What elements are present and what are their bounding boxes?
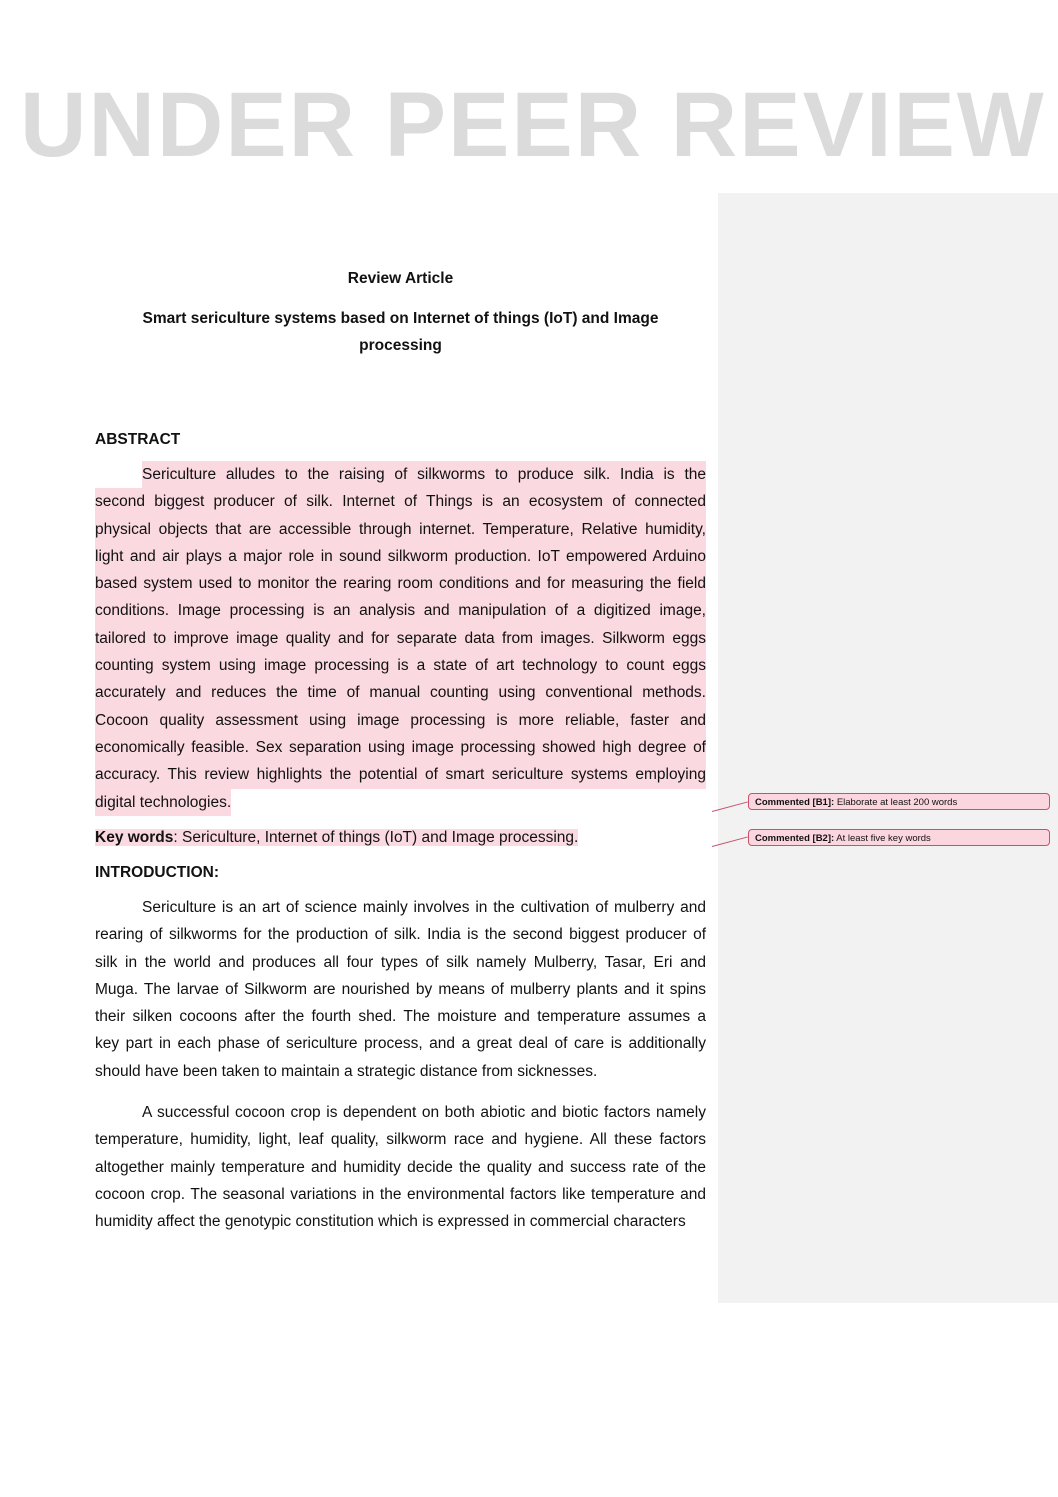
line-text: Muga. The larvae of Silkworm are nourished by means of mulberry plants and it spins: [95, 980, 706, 998]
text-line: [95, 488, 706, 515]
text-line: [95, 652, 706, 679]
text-line: [95, 679, 706, 706]
keywords-text: : Sericulture, Internet of things (IoT) and Image processing.: [173, 829, 579, 846]
line-text: conditions. Image processing is an analysis and manipulation of a digitized image,: [95, 597, 706, 624]
comment-b2[interactable]: [748, 829, 1050, 846]
keywords-line[interactable]: [95, 824, 706, 851]
line-text: Sericulture alludes to the raising of silkworms to produce silk. India is the: [142, 461, 706, 488]
line-text: counting system using image processing is a state of art technology to count eggs: [95, 652, 706, 679]
text-line: [95, 707, 706, 734]
text-line: [95, 597, 706, 624]
introduction-heading: INTRODUCTION:: [95, 864, 219, 881]
line-text: accurately and reduces the time of manual counting using conventional methods.: [95, 679, 706, 706]
title-line: processing: [359, 337, 442, 354]
text-line: [95, 894, 706, 921]
text-line: [95, 1058, 706, 1085]
comment-margin-pane: [718, 193, 1058, 1303]
text-line: [95, 734, 706, 761]
article-title: [95, 305, 706, 359]
text-line: [95, 516, 706, 543]
title-line: Smart sericulture systems based on Internet of things (IoT) and Image: [142, 310, 659, 327]
line-text: based system used to monitor the rearing room conditions and for measuring the field: [95, 570, 706, 597]
text-line: [95, 543, 706, 570]
line-text: rearing of silkworms for the production of silk. India is the second biggest producer of: [95, 926, 706, 944]
line-text: Sericulture is an art of science mainly involves in the cultivation of mulberry and: [142, 899, 706, 916]
introduction-paragraph-2: [95, 1099, 706, 1235]
line-text: humidity affect the genotypic constitution which is expressed in commercial characters: [95, 1213, 686, 1231]
line-text: economically feasible. Sex separation using image processing showed high degree of: [95, 734, 706, 761]
line-text: second biggest producer of silk. Internet of Things is an ecosystem of connected: [95, 488, 706, 515]
text-line: [95, 570, 706, 597]
text-line: [95, 921, 706, 948]
text-line: [95, 461, 706, 488]
comment-label: Commented [B2]:: [755, 833, 835, 844]
comment-text: Elaborate at least 200 words: [836, 797, 958, 808]
text-line: [95, 1181, 706, 1208]
text-line: [95, 1154, 706, 1181]
comment-b1[interactable]: [748, 793, 1050, 810]
line-text: key part in each phase of sericulture process, and a great deal of care is additionally: [95, 1035, 706, 1053]
text-line: [95, 1099, 706, 1126]
text-line: [95, 789, 706, 816]
text-line: [95, 625, 706, 652]
keywords-label: Key words: [95, 829, 174, 846]
line-text: silk in the world and produces all four types of silk namely Mulberry, Tasar, Eri and: [95, 953, 706, 971]
line-text: should have been taken to maintain a strategic distance from sicknesses.: [95, 1062, 598, 1080]
line-text: A successful cocoon crop is dependent on both abiotic and biotic factors namely: [142, 1104, 706, 1121]
line-text: their silken cocoons after the fourth shed. The moisture and temperature assumes a: [95, 1008, 706, 1026]
line-text: physical objects that are accessible through internet. Temperature, Relative humidity,: [95, 516, 706, 543]
text-line: [95, 1208, 706, 1235]
line-text: tailored to improve image quality and for separate data from images. Silkworm eggs: [95, 625, 706, 652]
line-text: cocoon crop. The seasonal variations in the environmental factors like temperature and: [95, 1185, 706, 1203]
article-type: Review Article: [347, 270, 454, 287]
comment-text: At least five key words: [836, 833, 931, 844]
text-line: [95, 761, 706, 788]
line-text: digital technologies.: [95, 789, 231, 816]
comment-label: Commented [B1]:: [755, 797, 835, 808]
line-text: light and air plays a major role in sound silkworm production. IoT empowered Arduino: [95, 543, 706, 570]
abstract-heading: ABSTRACT: [95, 431, 181, 448]
under-peer-review-watermark: UNDER PEER REVIEW: [20, 74, 1046, 176]
line-text: Cocoon quality assessment using image processing is more reliable, faster and: [95, 707, 706, 734]
text-line: [95, 1030, 706, 1057]
abstract-body[interactable]: [95, 461, 706, 816]
text-line: [95, 1003, 706, 1030]
line-text: temperature, humidity, light, leaf quality, silkworm race and hygiene. All these factors: [95, 1131, 706, 1149]
line-text: accuracy. This review highlights the potential of smart sericulture systems employing: [95, 761, 706, 788]
text-line: [95, 1126, 706, 1153]
introduction-paragraph-1: [95, 894, 706, 1085]
line-text: altogether mainly temperature and humidity decide the quality and success rate of the: [95, 1158, 706, 1176]
text-line: [95, 976, 706, 1003]
text-line: [95, 949, 706, 976]
